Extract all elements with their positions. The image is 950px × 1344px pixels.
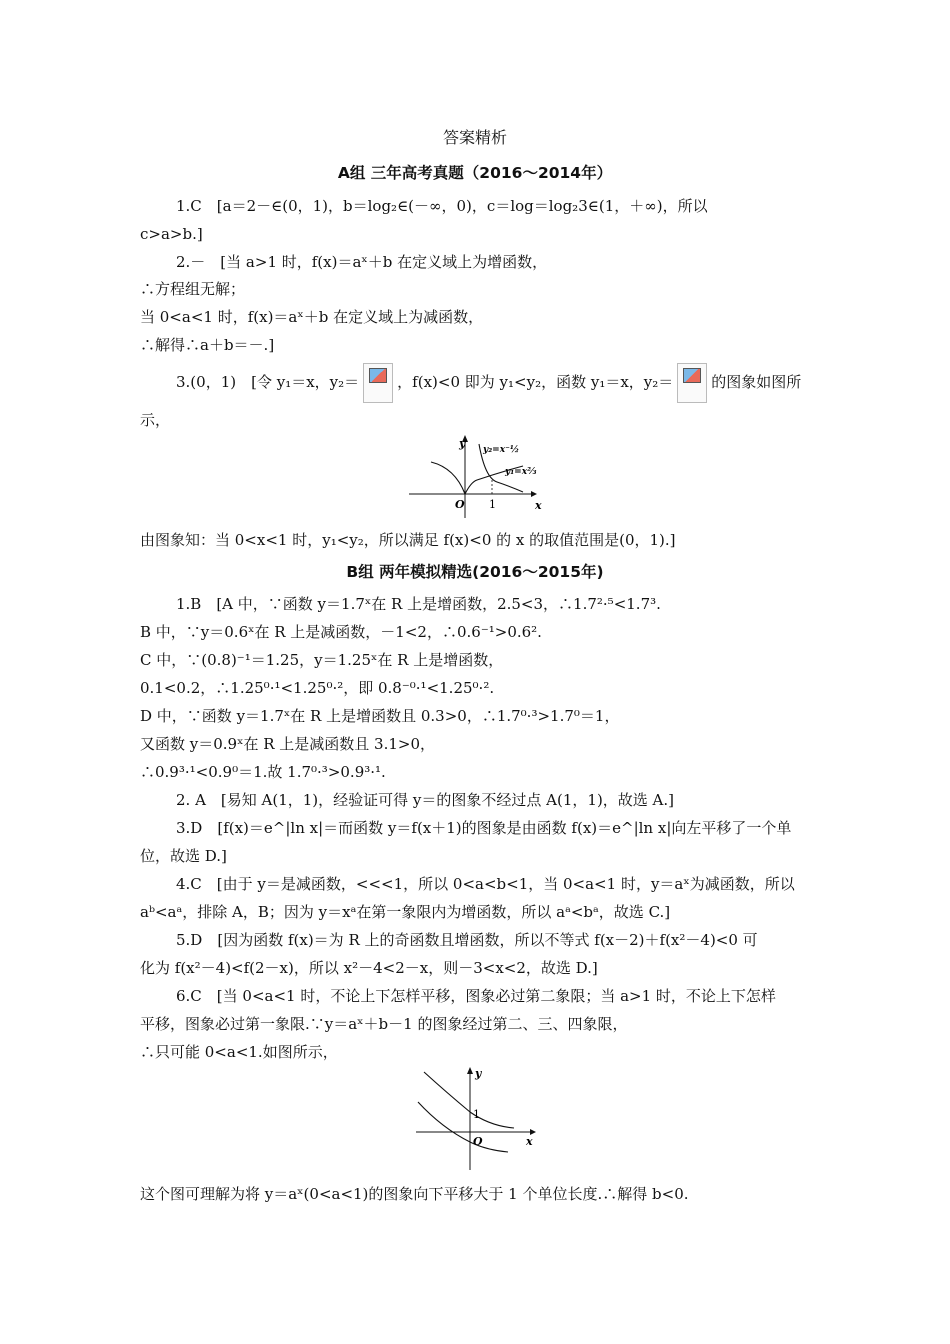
- b4-line1: 4.C [由于 y＝是减函数，<<<1，所以 0<a<b<1，当 0<a<1 时，y＝aˣ为减函数，所以: [176, 875, 795, 893]
- a2-line1: 2.－ [当 a>1 时，f(x)＝aˣ＋b 在定义域上为增函数，: [176, 253, 548, 271]
- section-b-heading: B组 两年模拟精选(2016～2015年): [346, 563, 604, 581]
- curve-shifted: [418, 1102, 508, 1152]
- b6-line3: ∴只可能 0<a<1.如图所示，: [140, 1043, 338, 1061]
- a3-line2: 示，: [140, 411, 171, 429]
- a3-line1: [176, 362, 801, 403]
- b1-line4: 0.1<0.2，∴1.25⁰·¹<1.25⁰·²，即 0.8⁻⁰·¹<1.25⁰·².: [140, 679, 495, 697]
- broken-image-icon: [369, 368, 387, 383]
- fig2-tick-1: 1: [473, 1108, 480, 1121]
- b6-line1: 6.C [当 0<a<1 时，不论上下怎样平移，图象必过第二象限；当 a>1 时，不论上下怎样: [176, 987, 776, 1005]
- fig1-curve1-label: y₂=x⁻½: [483, 445, 520, 455]
- fig1-tick-1: 1: [489, 498, 496, 511]
- b6-line2: 平移，图象必过第一象限.∵y＝aˣ＋b－1 的图象经过第二、三、四象限，: [140, 1015, 628, 1033]
- b4-line2: aᵇ<aᵃ，排除 A，B；因为 y＝xᵃ在第一象限内为增函数，所以 aᵃ<bᵃ，故选 C.]: [140, 903, 671, 921]
- b2-line1: 2. A [易知 A(1，1)，经验证可得 y＝的图象不经过点 A(1，1)，故选 A.]: [176, 791, 675, 809]
- a2-line4: ∴解得∴a＋b＝－.]: [140, 336, 275, 354]
- b6-line4: 这个图可理解为将 y＝aˣ(0<a<1)的图象向下平移大于 1 个单位长度.∴解得 b<0.: [140, 1185, 689, 1203]
- a3-text-part1: 3.(0，1) [令 y₁＝x，y₂＝: [176, 373, 360, 391]
- fig1-y-label: y: [459, 437, 466, 450]
- fig2-origin-label: O: [473, 1135, 483, 1148]
- section-a-heading: A组 三年高考真题（2016～2014年）: [337, 164, 613, 182]
- power-function-graph: [405, 430, 545, 522]
- a1-line1: 1.C [a＝2－∈(0，1)，b＝log₂∈(－∞，0)，c＝log＝log₂3∈(1，＋∞)，所以: [176, 197, 708, 215]
- b1-line7: ∴0.9³·¹<0.9⁰＝1.故 1.7⁰·³>0.9³·¹.: [140, 763, 386, 781]
- broken-image-icon: [683, 368, 701, 383]
- formula-image-placeholder: [677, 363, 707, 403]
- a1-line2: c>a>b.]: [140, 225, 203, 243]
- b5-line2: 化为 f(x²－4)<f(2－x)，所以 x²－4<2－x，则－3<x<2，故选 D.]: [140, 959, 598, 977]
- a2-line3: 当 0<a<1 时，f(x)＝aˣ＋b 在定义域上为减函数，: [140, 308, 484, 326]
- b3-line2: 位，故选 D.]: [140, 847, 227, 865]
- y-axis-arrow: [467, 1067, 473, 1074]
- b3-line1: 3.D [f(x)＝e^|ln x|＝而函数 y＝f(x＋1)的图象是由函数 f(x)＝e^|ln x|向左平移了一个单: [176, 819, 792, 837]
- formula-image-placeholder: [363, 363, 393, 403]
- a3-text-part3: 的图象如图所: [711, 373, 802, 391]
- b1-line3: C 中，∵(0.8)⁻¹＝1.25，y＝1.25ˣ在 R 上是增函数，: [140, 651, 504, 669]
- a3-text-part2: ，f(x)<0 即为 y₁<y₂，函数 y₁＝x，y₂＝: [397, 373, 674, 391]
- b1-line2: B 中，∵y＝0.6ˣ在 R 上是减函数，－1<2，∴0.6⁻¹>0.6².: [140, 623, 542, 641]
- b5-line1: 5.D [因为函数 f(x)＝为 R 上的奇函数且增函数，所以不等式 f(x－2)＋f(x²－4)<0 可: [176, 931, 758, 949]
- fig1-x-label: x: [535, 499, 542, 512]
- a2-line2: ∴方程组无解；: [140, 280, 246, 298]
- fig1-origin-label: O: [455, 498, 465, 511]
- curve-original: [424, 1072, 514, 1128]
- b1-line5: D 中，∵函数 y＝1.7ˣ在 R 上是增函数且 0.3>0，∴1.7⁰·³>1.7⁰＝1，: [140, 707, 620, 725]
- page-title: 答案精析: [442, 128, 507, 147]
- x-axis-arrow: [531, 491, 537, 497]
- a3-line3: 由图象知：当 0<x<1 时，y₁<y₂，所以满足 f(x)<0 的 x 的取值范围是(0，1).]: [140, 531, 676, 549]
- b1-line1: 1.B [A 中，∵函数 y＝1.7ˣ在 R 上是增函数，2.5<3，∴1.7²·⁵<1.7³.: [176, 595, 661, 613]
- b1-line6: 又函数 y＝0.9ˣ在 R 上是减函数且 3.1>0，: [140, 735, 436, 753]
- exponential-shift-graph: [412, 1066, 542, 1176]
- fig2-x-label: x: [526, 1135, 533, 1148]
- fig1-curve2-label: y₁=x⅔: [505, 467, 537, 477]
- fig2-y-label: y: [475, 1067, 482, 1080]
